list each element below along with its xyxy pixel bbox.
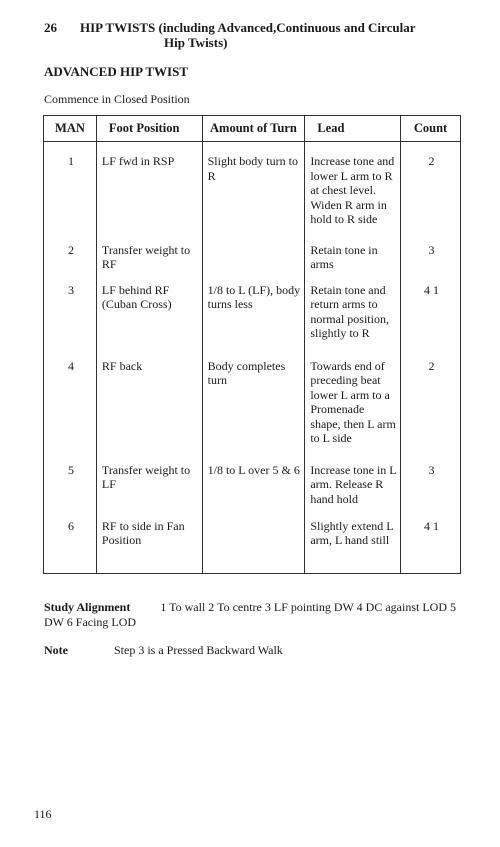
cell-man: 5 xyxy=(44,463,97,519)
header-amount-of-turn: Amount of Turn xyxy=(202,116,305,142)
cell-man: 4 xyxy=(44,359,97,463)
study-alignment-label: Study Alignment xyxy=(44,600,131,614)
cell-amount-of-turn: 1/8 to L (LF), body turns less xyxy=(202,283,305,359)
cell-amount-of-turn xyxy=(202,243,305,283)
table-row xyxy=(44,243,461,283)
header-man: MAN xyxy=(44,116,97,142)
note xyxy=(44,643,283,658)
cell-lead: Increase tone and lower L arm to R at chest level. Widen R arm in hold to R side xyxy=(305,142,401,243)
cell-foot-position: LF behind RF (Cuban Cross) xyxy=(96,283,202,359)
table-header-row xyxy=(44,116,461,142)
note-text: Step 3 is a Pressed Backward Walk xyxy=(114,643,283,657)
study-alignment xyxy=(44,600,464,630)
cell-foot-position: RF back xyxy=(96,359,202,463)
section-title-line2: Hip Twists) xyxy=(164,35,228,50)
table-row xyxy=(44,142,461,243)
cell-amount-of-turn: 1/8 to L over 5 & 6 xyxy=(202,463,305,519)
steps-table xyxy=(43,115,461,574)
header-count: Count xyxy=(401,116,461,142)
header-lead: Lead xyxy=(305,116,401,142)
cell-man: 1 xyxy=(44,142,97,243)
cell-foot-position: RF to side in Fan Position xyxy=(96,519,202,574)
section-number: 26 xyxy=(44,20,57,35)
cell-count: 4 1 xyxy=(401,519,461,574)
cell-count: 4 1 xyxy=(401,283,461,359)
cell-amount-of-turn: Body completes turn xyxy=(202,359,305,463)
cell-lead: Increase tone in L arm. Release R hand hold xyxy=(305,463,401,519)
cell-foot-position: LF fwd in RSP xyxy=(96,142,202,243)
note-label: Note xyxy=(44,643,68,657)
header-foot-position: Foot Position xyxy=(96,116,202,142)
study-alignment-text: 1 To wall 2 To centre 3 LF pointing DW 4 DC against LOD 5 DW 6 Facing LOD xyxy=(44,600,456,629)
cell-count: 2 xyxy=(401,359,461,463)
table-row xyxy=(44,463,461,519)
cell-lead: Towards end of preceding beat lower L arm to a Promenade shape, then L arm to L side xyxy=(305,359,401,463)
commence-position: Commence in Closed Position xyxy=(44,92,190,106)
cell-man: 6 xyxy=(44,519,97,574)
cell-amount-of-turn xyxy=(202,519,305,574)
cell-lead: Retain tone and return arms to normal position, slightly to R xyxy=(305,283,401,359)
cell-count: 3 xyxy=(401,463,461,519)
cell-amount-of-turn: Slight body turn to R xyxy=(202,142,305,243)
table-row xyxy=(44,519,461,574)
table-row xyxy=(44,359,461,463)
page-number: 116 xyxy=(34,807,52,821)
cell-foot-position: Transfer weight to LF xyxy=(96,463,202,519)
cell-count: 2 xyxy=(401,142,461,243)
cell-lead: Slightly extend L arm, L hand still xyxy=(305,519,401,574)
section-heading xyxy=(44,20,474,50)
cell-foot-position: Transfer weight to RF xyxy=(96,243,202,283)
cell-man: 3 xyxy=(44,283,97,359)
figure-title: ADVANCED HIP TWIST xyxy=(44,64,189,79)
cell-man: 2 xyxy=(44,243,97,283)
cell-lead: Retain tone in arms xyxy=(305,243,401,283)
table-row xyxy=(44,283,461,359)
section-title-line1: HIP TWISTS (including Advanced,Continuous and Circular xyxy=(80,20,416,35)
cell-count: 3 xyxy=(401,243,461,283)
